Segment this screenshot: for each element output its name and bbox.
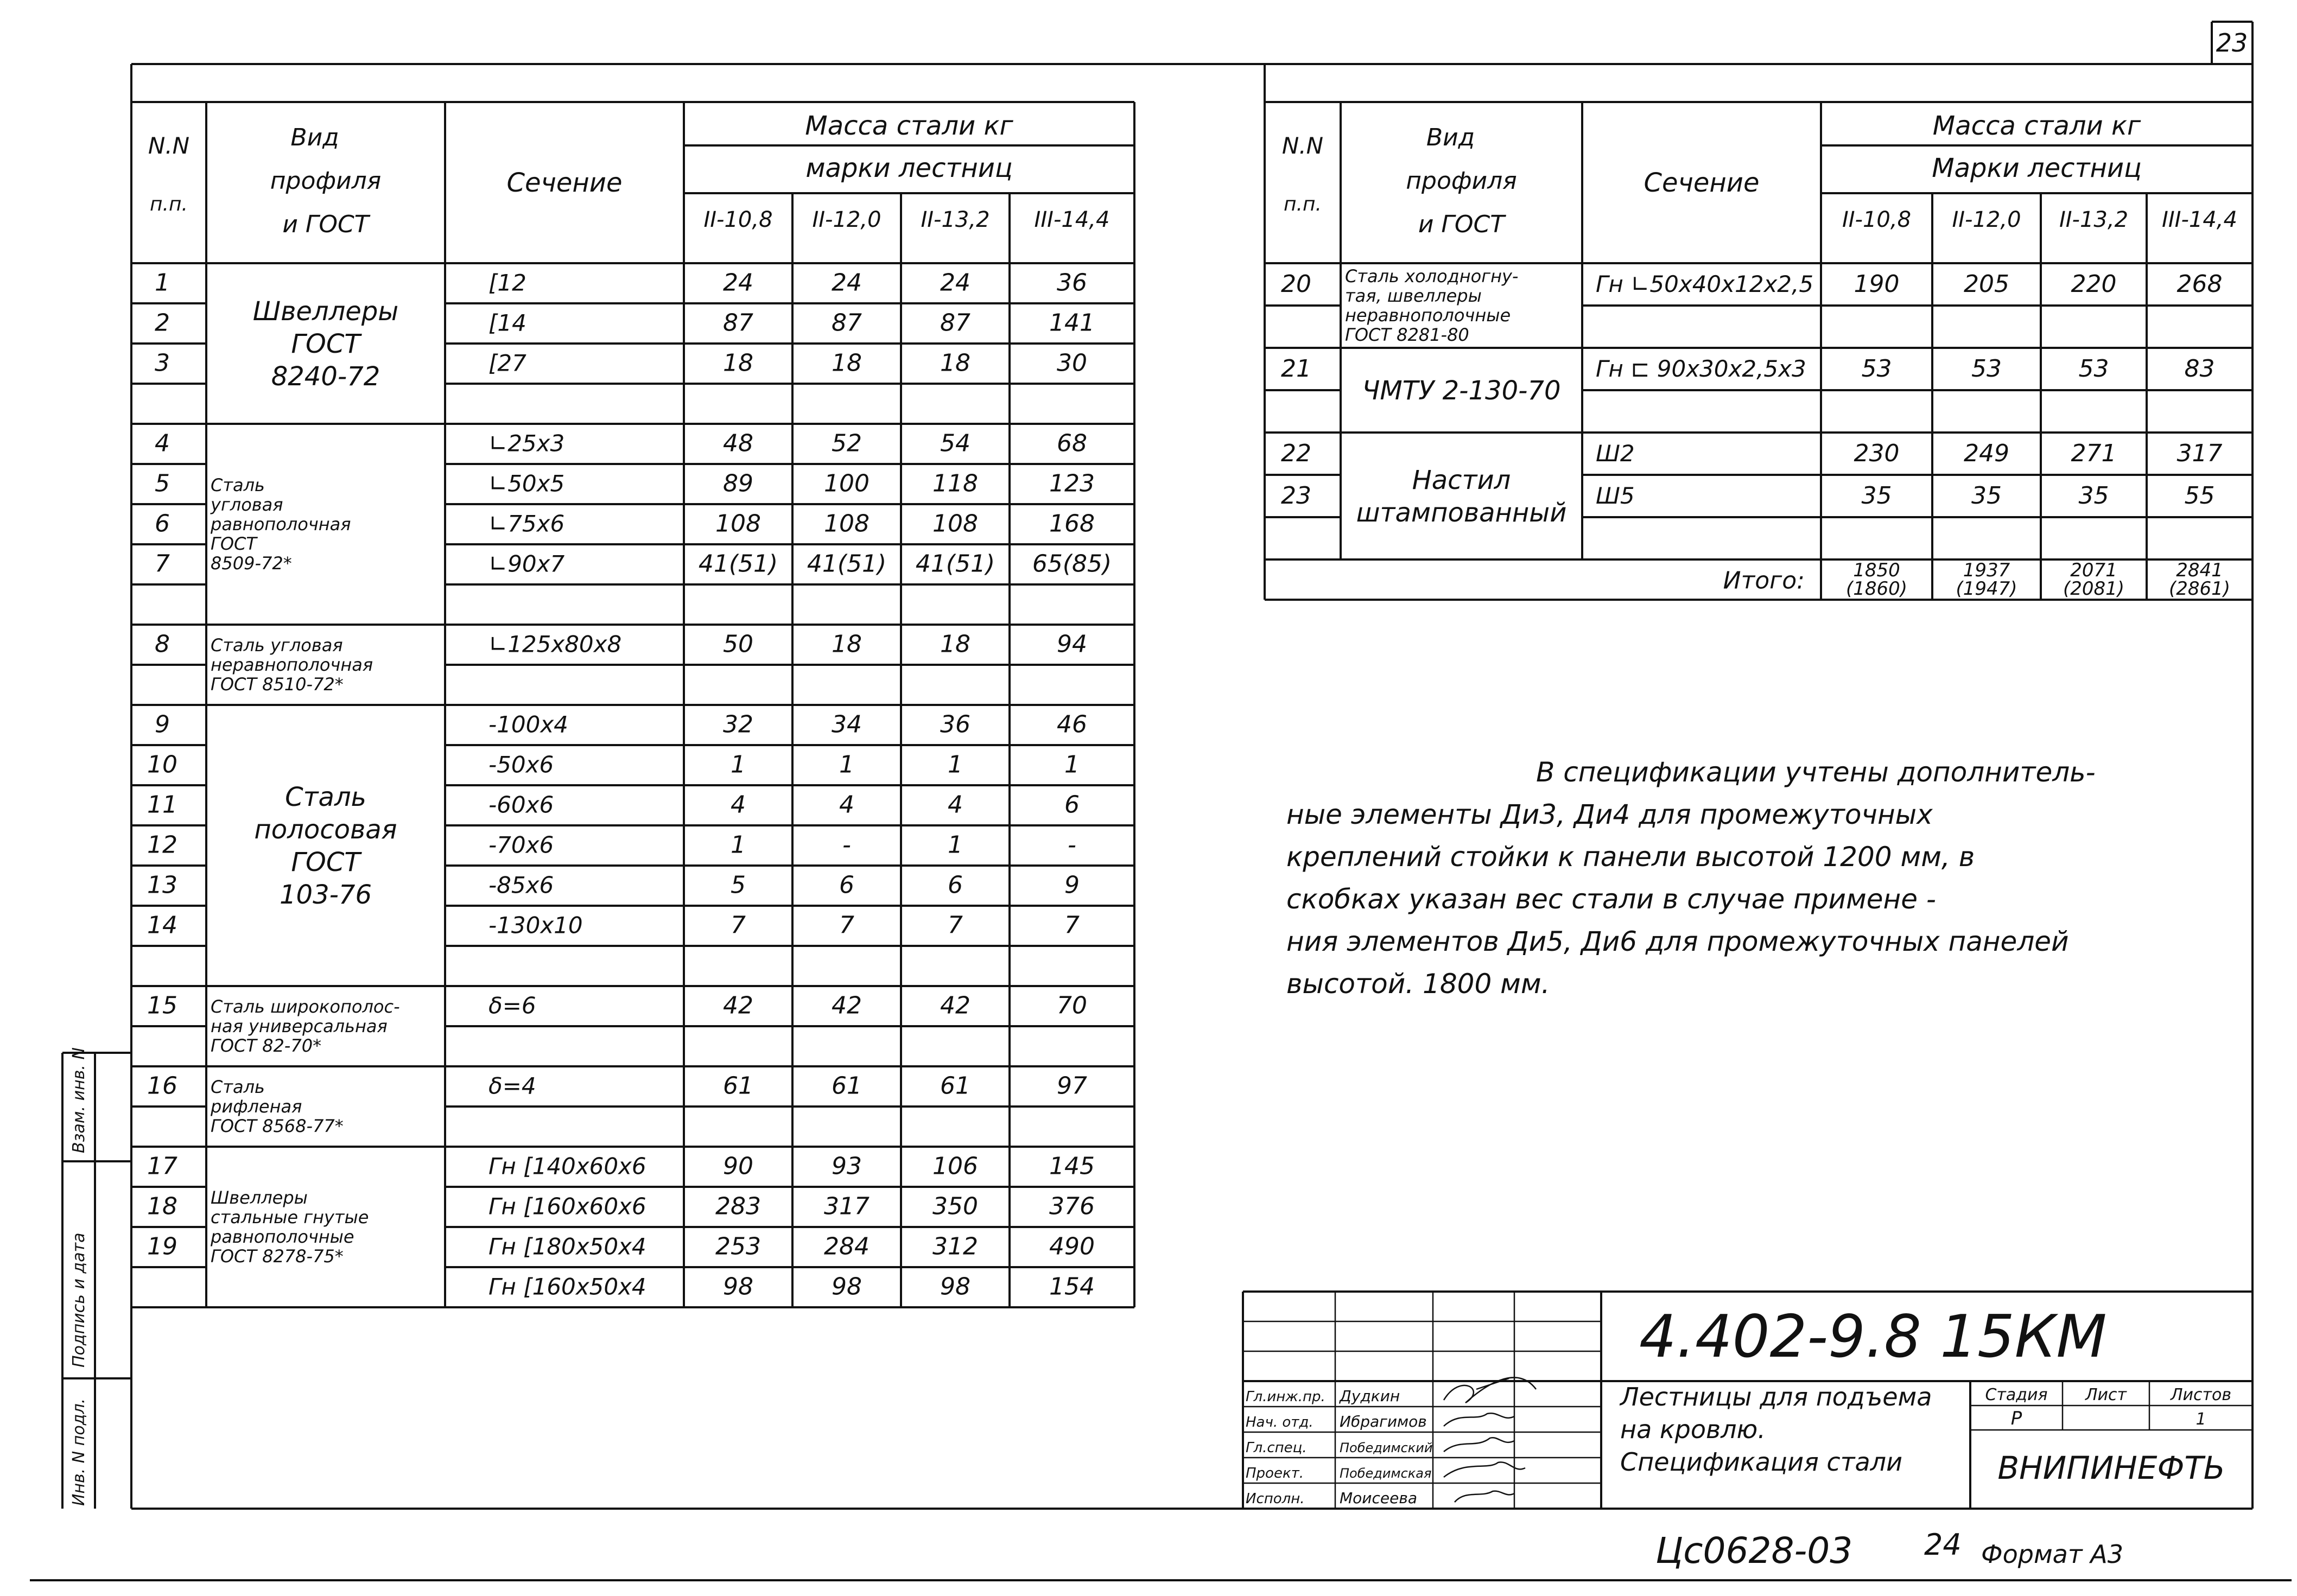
row-number: 3 [155, 349, 170, 377]
profile-text: 8509-72* [211, 553, 292, 574]
row-value: 18 [832, 349, 862, 377]
row-value: 145 [1049, 1152, 1095, 1180]
profile-text: Сталь [285, 781, 366, 812]
row-value: 52 [832, 429, 862, 457]
row-value: 70 [1057, 991, 1087, 1020]
row-value: 1 [948, 751, 963, 779]
row-number: 8 [155, 630, 170, 658]
profile-text: ГОСТ 82-70* [211, 1035, 322, 1057]
row-value: 18 [723, 349, 753, 377]
row-number: 12 [147, 831, 177, 859]
row-value: 83 [2184, 355, 2215, 383]
header-col-3: II-13,2 [921, 207, 990, 232]
profile-text: стальные гнутые [211, 1207, 369, 1228]
profile-text: ГОСТ 8278-75* [211, 1246, 344, 1267]
person-name-2: Ибрагимов [1340, 1413, 1427, 1430]
row-section: Ш2 [1596, 440, 1635, 467]
row-number: 2 [155, 309, 170, 337]
row-value: 87 [940, 309, 970, 337]
person-role-4: Проект. [1246, 1465, 1304, 1481]
title-line-2: на кровлю. [1620, 1415, 1766, 1444]
person-role-5: Исполн. [1246, 1491, 1305, 1507]
row-value: 61 [832, 1072, 862, 1100]
row-value: 376 [1049, 1192, 1095, 1220]
profile-text: неравнополочная [211, 654, 373, 676]
row-number: 18 [147, 1192, 177, 1220]
row-value: 6 [1064, 791, 1080, 819]
row-section: -50x6 [488, 751, 554, 778]
row-number: 22 [1281, 440, 1311, 468]
row-value: 7 [731, 911, 746, 939]
row-section: ∟75x6 [488, 510, 565, 537]
profile-text: ная универсальная [211, 1016, 388, 1037]
row-value: 230 [1854, 440, 1900, 468]
row-value: 68 [1057, 429, 1087, 457]
profile-text: 8240-72 [271, 361, 380, 392]
profile-text: рифленая [211, 1096, 302, 1117]
row-section: δ=4 [488, 1072, 536, 1099]
row-number: 13 [147, 871, 177, 899]
note-line-6: высотой. 1800 мм. [1286, 968, 1550, 1000]
row-value: 87 [832, 309, 862, 337]
profile-text: равнополочные [211, 1226, 354, 1248]
row-value: 317 [824, 1192, 870, 1220]
row-value: 284 [824, 1232, 870, 1261]
row-value: 61 [723, 1072, 753, 1100]
row-value: 6 [839, 871, 854, 899]
side-label-replace: Взам. инв. N [69, 1047, 88, 1153]
profile-text: полосовая [254, 814, 397, 845]
row-value: 42 [940, 991, 970, 1020]
row-value: 106 [932, 1152, 978, 1180]
organization: ВНИПИНЕФТЬ [1997, 1449, 2225, 1486]
header-profile-3: и ГОСТ [282, 211, 369, 238]
row-number: 6 [155, 510, 170, 538]
row-section: -100x4 [488, 711, 568, 738]
header-col-4: III-14,4 [1034, 207, 1110, 232]
stage-label: Стадия [1985, 1385, 2048, 1404]
row-value: 4 [839, 791, 854, 819]
row-value: 41(51) [807, 550, 887, 578]
row-value: 42 [723, 991, 753, 1020]
row-value: 55 [2184, 482, 2215, 510]
row-number: 15 [147, 991, 177, 1020]
profile-text: 103-76 [279, 879, 372, 910]
row-value: 98 [723, 1273, 753, 1301]
row-value: 35 [2078, 482, 2109, 510]
row-value: 1 [1064, 751, 1080, 779]
note-line-2: ные элементы Ди3, Ди4 для промежуточных [1286, 799, 1933, 830]
row-value: 220 [2071, 270, 2117, 298]
profile-text: угловая [211, 494, 283, 516]
row-value: 108 [932, 510, 978, 538]
header-marks: марки лестниц [805, 153, 1013, 183]
row-number: 9 [155, 710, 170, 739]
row-value: 108 [824, 510, 870, 538]
row-value: - [842, 831, 851, 859]
total-value: (2081) [2063, 578, 2125, 600]
row-value: 4 [731, 791, 746, 819]
total-value: (2861) [2168, 578, 2231, 600]
person-name-5: Моисеева [1340, 1489, 1417, 1507]
row-value: 18 [832, 630, 862, 658]
row-section: Гн [180x50x4 [488, 1233, 646, 1260]
profile-text: Сталь угловая [211, 635, 343, 656]
person-role-2: Нач. отд. [1246, 1414, 1314, 1430]
total-label: Итого: [1723, 567, 1805, 595]
row-value: 35 [1861, 482, 1892, 510]
row-value: 6 [948, 871, 963, 899]
row-section: δ=6 [488, 992, 536, 1019]
profile-text: неравнополочные [1345, 305, 1511, 326]
header-mass: Масса стали кг [1932, 111, 2141, 141]
profile-text: равнополочная [211, 514, 351, 535]
row-number: 10 [147, 751, 177, 779]
row-section: [14 [488, 309, 526, 336]
profile-text: ЧМТУ 2-130-70 [1362, 375, 1561, 406]
row-value: 4 [948, 791, 963, 819]
row-number: 5 [155, 469, 170, 498]
row-number: 21 [1281, 355, 1311, 383]
row-value: 35 [1971, 482, 2002, 510]
row-value: 350 [932, 1192, 978, 1220]
row-value: 36 [1057, 269, 1087, 297]
row-number: 14 [147, 911, 177, 939]
row-section: ∟50x5 [488, 470, 565, 497]
row-value: 65(85) [1032, 550, 1112, 578]
profile-text: Сталь [211, 1077, 265, 1098]
row-value: 1 [948, 831, 963, 859]
header-profile-1: Вид [290, 124, 339, 151]
row-value: 312 [932, 1232, 978, 1261]
row-value: 7 [1064, 911, 1080, 939]
row-value: 100 [824, 469, 870, 498]
header-pp: п.п. [150, 193, 188, 215]
row-value: 98 [940, 1273, 970, 1301]
row-section: [12 [488, 269, 526, 296]
title-line-3: Спецификация стали [1620, 1447, 1902, 1477]
row-value: 98 [832, 1273, 862, 1301]
row-value: 108 [715, 510, 761, 538]
side-label-sign: Подпись и дата [69, 1232, 88, 1368]
row-value: 32 [723, 710, 753, 739]
row-number: 16 [147, 1072, 177, 1100]
row-number: 11 [147, 791, 177, 819]
row-value: 89 [723, 469, 753, 498]
row-value: 490 [1049, 1232, 1095, 1261]
profile-text: Сталь холодногну- [1345, 266, 1519, 287]
header-profile-2: профиля [1406, 167, 1517, 195]
profile-text: Сталь широкополос- [211, 996, 400, 1018]
total-value: 2071 [2070, 559, 2117, 582]
profile-text: Швеллеры [252, 296, 399, 327]
row-number: 1 [155, 269, 170, 297]
row-value: 41(51) [915, 550, 995, 578]
row-section: Ш5 [1596, 482, 1635, 510]
sheet-number: 23 [2216, 28, 2248, 58]
profile-text: ГОСТ 8281-80 [1345, 325, 1469, 346]
row-value: 18 [940, 349, 970, 377]
header-mass: Масса стали кг [805, 111, 1013, 141]
row-value: 268 [2177, 270, 2223, 298]
profile-text: ГОСТ [291, 847, 360, 878]
profile-text: тая, швеллеры [1345, 285, 1482, 307]
sheet-label: Лист [2085, 1385, 2127, 1404]
row-value: 53 [1971, 355, 2002, 383]
row-number: 17 [147, 1152, 177, 1180]
row-value: 87 [723, 309, 753, 337]
profile-text: штампованный [1356, 497, 1567, 528]
header-col-2: II-12,0 [1952, 207, 2021, 232]
row-value: 90 [723, 1152, 753, 1180]
row-value: 168 [1049, 510, 1095, 538]
profile-text: Швеллеры [211, 1187, 308, 1209]
drawing-code: 4.402-9.8 15КМ [1639, 1303, 2107, 1371]
profile-text: Настил [1412, 465, 1511, 495]
person-name-1: Дудкин [1340, 1387, 1400, 1405]
row-value: 94 [1057, 630, 1087, 658]
row-value: 53 [1861, 355, 1892, 383]
row-value: 123 [1049, 469, 1095, 498]
row-number: 20 [1281, 270, 1311, 298]
row-section: Гн [140x60x6 [488, 1153, 646, 1180]
row-value: 271 [2071, 440, 2117, 468]
header-col-3: II-13,2 [2059, 207, 2129, 232]
total-value: (1860) [1845, 578, 1908, 600]
row-value: 1 [731, 831, 746, 859]
row-value: 24 [723, 269, 753, 297]
row-section: -85x6 [488, 872, 554, 899]
row-value: 50 [723, 630, 753, 658]
row-value: 283 [715, 1192, 761, 1220]
header-profile-3: и ГОСТ [1418, 211, 1505, 238]
profile-text: Сталь [211, 475, 265, 496]
row-value: 61 [940, 1072, 970, 1100]
row-value: 249 [1964, 440, 2009, 468]
profile-text: ГОСТ [291, 328, 360, 359]
row-section: Гн ∟50x40x12x2,5 [1596, 271, 1814, 298]
row-section: Гн [160x50x4 [488, 1273, 646, 1300]
row-value: 24 [832, 269, 862, 297]
bottom-page: 24 [1924, 1528, 1962, 1562]
row-value: 205 [1964, 270, 2009, 298]
row-value: 7 [839, 911, 854, 939]
row-value: 46 [1057, 710, 1087, 739]
stage-value: Р [2010, 1408, 2022, 1429]
row-value: 48 [723, 429, 753, 457]
row-value: 190 [1854, 270, 1900, 298]
row-value: 42 [832, 991, 862, 1020]
header-col-1: II-10,8 [703, 207, 773, 232]
header-pp: п.п. [1284, 193, 1322, 215]
profile-text: ГОСТ [211, 533, 257, 555]
profile-text: ГОСТ 8568-77* [211, 1116, 344, 1137]
bottom-code: Цс0628-03 [1655, 1530, 1853, 1572]
person-name-4: Победимская [1340, 1466, 1432, 1481]
note-line-1: В спецификации учтены дополнитель- [1536, 756, 2096, 788]
header-col-1: II-10,8 [1842, 207, 1912, 232]
row-value: 53 [2078, 355, 2109, 383]
note-line-3: креплений стойки к панели высотой 1200 мм, в [1286, 841, 1975, 873]
row-value: 9 [1064, 871, 1080, 899]
row-section: Гн ⊏ 90x30x2,5x3 [1596, 355, 1806, 383]
total-value: 1850 [1853, 559, 1900, 582]
row-value: 141 [1049, 309, 1095, 337]
row-section: ∟90x7 [488, 550, 565, 577]
row-value: 118 [932, 469, 978, 498]
row-value: 34 [832, 710, 862, 739]
profile-text: ГОСТ 8510-72* [211, 674, 344, 695]
header-col-2: II-12,0 [812, 207, 881, 232]
header-nn: N.N [148, 132, 190, 159]
row-number: 7 [155, 550, 170, 578]
row-value: 7 [948, 911, 963, 939]
total-value: 2841 [2176, 559, 2223, 582]
row-value: 97 [1057, 1072, 1087, 1100]
row-value: 93 [832, 1152, 862, 1180]
row-value: 41(51) [698, 550, 778, 578]
row-section: Гн [160x60x6 [488, 1193, 646, 1220]
side-label-inv: Инв. N подл. [69, 1398, 88, 1506]
row-value: 154 [1049, 1273, 1095, 1301]
sheets-value: 1 [2196, 1410, 2206, 1429]
row-value: 18 [940, 630, 970, 658]
row-section: ∟125x80x8 [488, 631, 622, 658]
sheets-label: Листов [2170, 1385, 2232, 1404]
header-section: Сечение [506, 168, 623, 198]
note-line-5: ния элементов Ди5, Ди6 для промежуточных панелей [1286, 926, 2069, 957]
header-col-4: III-14,4 [2162, 207, 2237, 232]
total-value: 1937 [1963, 559, 2010, 582]
header-profile-1: Вид [1426, 124, 1475, 151]
row-number: 23 [1281, 482, 1311, 510]
row-number: 19 [147, 1232, 177, 1261]
row-section: -70x6 [488, 831, 554, 859]
person-name-3: Победимский [1340, 1440, 1433, 1455]
row-section: ∟25x3 [488, 430, 565, 457]
header-section: Сечение [1644, 168, 1760, 198]
row-value: 317 [2177, 440, 2223, 468]
row-number: 4 [155, 429, 170, 457]
row-value: 1 [731, 751, 746, 779]
row-section: -130x10 [488, 912, 583, 939]
bottom-format: Формат А3 [1981, 1540, 2123, 1569]
person-role-3: Гл.спец. [1246, 1440, 1307, 1456]
row-value: 1 [839, 751, 854, 779]
header-profile-2: профиля [270, 167, 382, 195]
row-value: 5 [731, 871, 746, 899]
person-role-1: Гл.инж.пр. [1246, 1389, 1325, 1405]
row-value: 253 [715, 1232, 761, 1261]
row-value: - [1068, 831, 1076, 859]
total-value: (1947) [1956, 578, 2017, 600]
header-nn: N.N [1281, 132, 1324, 159]
row-section: -60x6 [488, 791, 554, 818]
header-marks: Марки лестниц [1932, 153, 2142, 183]
title-line-1: Лестницы для подъема [1620, 1382, 1932, 1411]
row-value: 54 [940, 429, 970, 457]
row-value: 30 [1057, 349, 1087, 377]
row-value: 24 [940, 269, 970, 297]
row-value: 36 [940, 710, 970, 739]
row-section: [27 [488, 349, 526, 377]
note-line-4: скобках указан вес стали в случае примене - [1286, 883, 1936, 915]
